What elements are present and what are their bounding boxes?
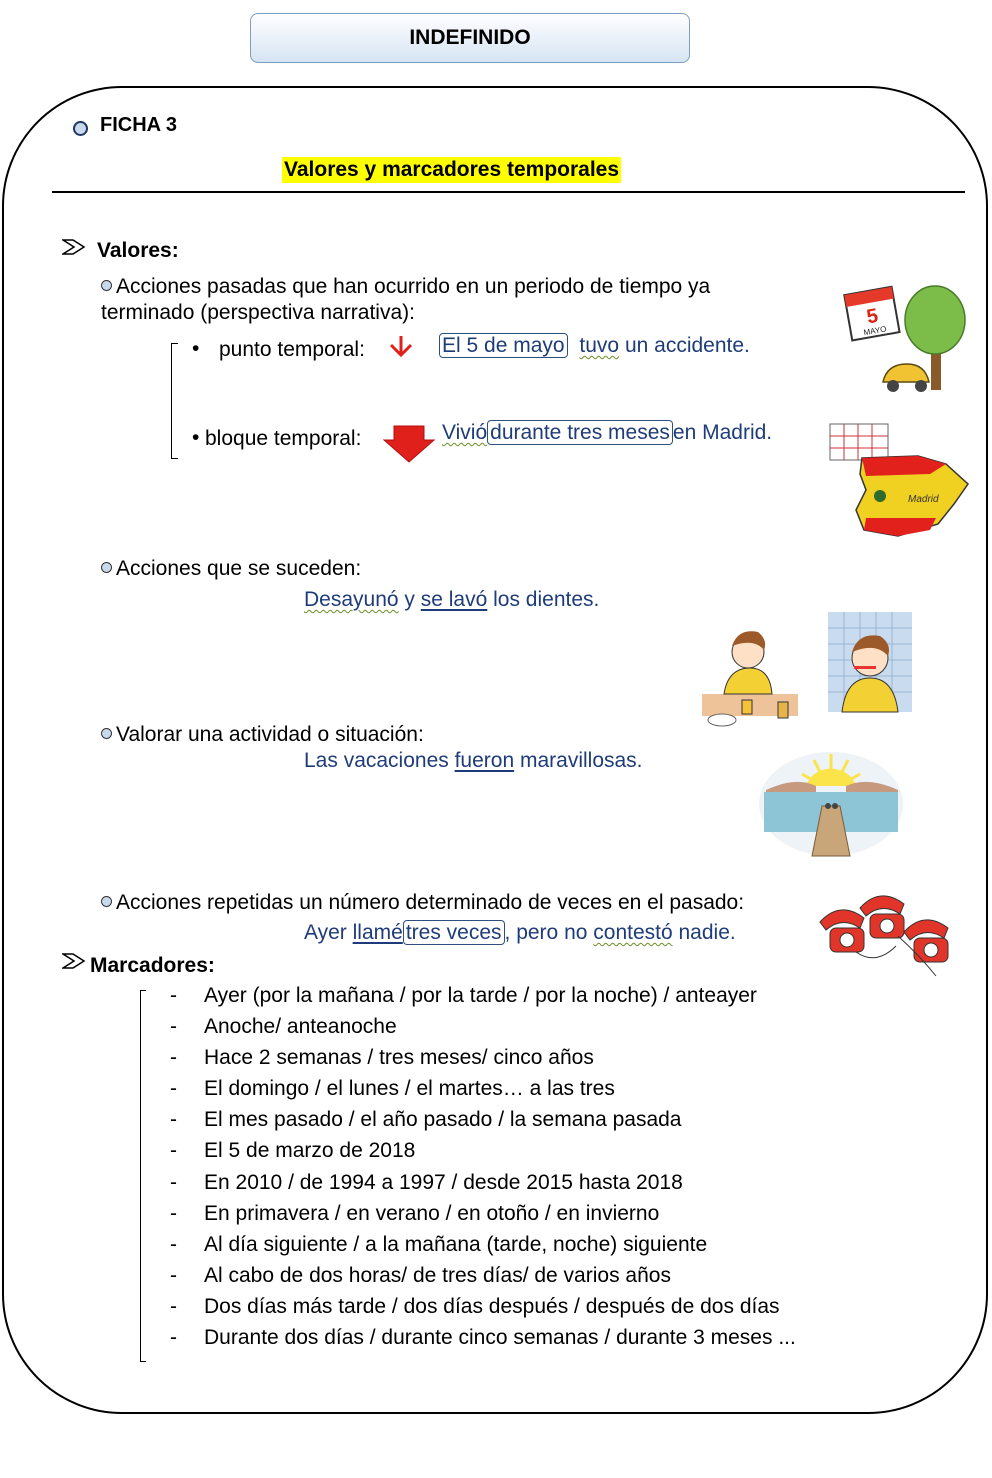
telephone-icon	[860, 896, 904, 938]
item4-example: Ayer llamé tres veces , pero no contestó nadie.	[304, 921, 736, 944]
punto-temporal-label: punto temporal:	[219, 338, 365, 361]
subtitle: Valores y marcadores temporales	[284, 158, 620, 181]
header-title: INDEFINIDO	[409, 26, 531, 49]
valores-item4: Acciones repetidas un número determinado de veces en el pasado:	[101, 890, 744, 916]
valores-item2: Acciones que se suceden:	[101, 556, 361, 582]
list-item: - En primavera / en verano / en otoño / en invierno	[170, 1201, 660, 1225]
chevron-bullet-icon	[62, 953, 88, 969]
chevron-bullet-icon	[62, 239, 88, 255]
marcadores-list	[170, 980, 796, 1353]
girl-brushing-teeth-illustration	[824, 608, 920, 722]
red-down-arrow-icon	[388, 334, 414, 358]
ficha-label: FICHA 3	[100, 114, 178, 136]
list-item: - Dos días más tarde / dos días después / después de dos días	[170, 1294, 780, 1318]
calendar-tree-car-illustration	[835, 278, 967, 400]
item2-example: Desayunó y se lavó los dientes.	[304, 588, 600, 611]
marcadores-title: Marcadores:	[90, 954, 215, 977]
telephone-icon	[904, 920, 948, 962]
bracket	[171, 343, 178, 459]
list-item: - Al día siguiente / a la mañana (tarde, noche) siguiente	[170, 1232, 708, 1256]
small-circle-bullet-icon	[101, 562, 112, 573]
beach-sunset-illustration	[756, 746, 906, 860]
list-item: - El mes pasado / el año pasado / la semana pasada	[170, 1108, 682, 1132]
bloque-temporal-bullet: •	[192, 426, 200, 449]
valores-title: Valores:	[97, 239, 179, 262]
calendar-grid-icon	[830, 424, 888, 460]
red-telephones-illustration	[816, 886, 966, 986]
valores-item1: Acciones pasadas que han ocurrido en un periodo de tiempo ya	[101, 274, 710, 300]
calendar-icon	[844, 287, 899, 341]
circle-bullet-icon	[73, 121, 88, 136]
svg-text:5: 5	[865, 304, 880, 329]
valores-item1-cont: terminado (perspectiva narrativa):	[101, 301, 415, 324]
bloque-example: Vivió durante tres meses en Madrid.	[442, 421, 773, 444]
small-circle-bullet-icon	[101, 896, 112, 907]
list-item: - Anoche/ anteanoche	[170, 1015, 397, 1039]
marcadores-bracket	[140, 990, 146, 1362]
item3-example: Las vacaciones fueron maravillosas.	[304, 749, 643, 772]
car-icon	[883, 364, 929, 392]
divider-line	[52, 191, 965, 193]
spain-map-illustration	[826, 418, 972, 542]
list-item: - El domingo / el lunes / el martes… a las tres	[170, 1077, 615, 1101]
list-item: - Al cabo de dos horas/ de tres días/ de varios años	[170, 1263, 671, 1287]
header-title-box	[250, 13, 690, 63]
list-item: - Durante dos días / durante cinco semanas / durante 3 meses ...	[170, 1326, 796, 1350]
girl-breakfast-illustration	[698, 616, 802, 738]
small-circle-bullet-icon	[101, 280, 112, 291]
svg-text:Madrid: Madrid	[908, 494, 939, 505]
list-item: - Ayer (por la mañana / por la tarde / por la noche) / anteayer	[170, 984, 757, 1007]
red-block-arrow-icon	[382, 424, 436, 464]
list-item: - Hace 2 semanas / tres meses/ cinco años	[170, 1046, 594, 1070]
telephone-icon	[820, 910, 864, 952]
punto-temporal-bullet: •	[192, 337, 200, 360]
bloque-temporal-label: bloque temporal:	[205, 427, 362, 450]
list-item: - El 5 de marzo de 2018	[170, 1139, 416, 1163]
list-item: - En 2010 / de 1994 a 1997 / desde 2015 hasta 2018	[170, 1170, 683, 1194]
valores-item3: Valorar una actividad o situación:	[101, 722, 424, 748]
svg-text:MAYO: MAYO	[862, 324, 888, 338]
punto-example: El 5 de mayo tuvo un accidente.	[439, 334, 750, 358]
small-circle-bullet-icon	[101, 728, 112, 739]
